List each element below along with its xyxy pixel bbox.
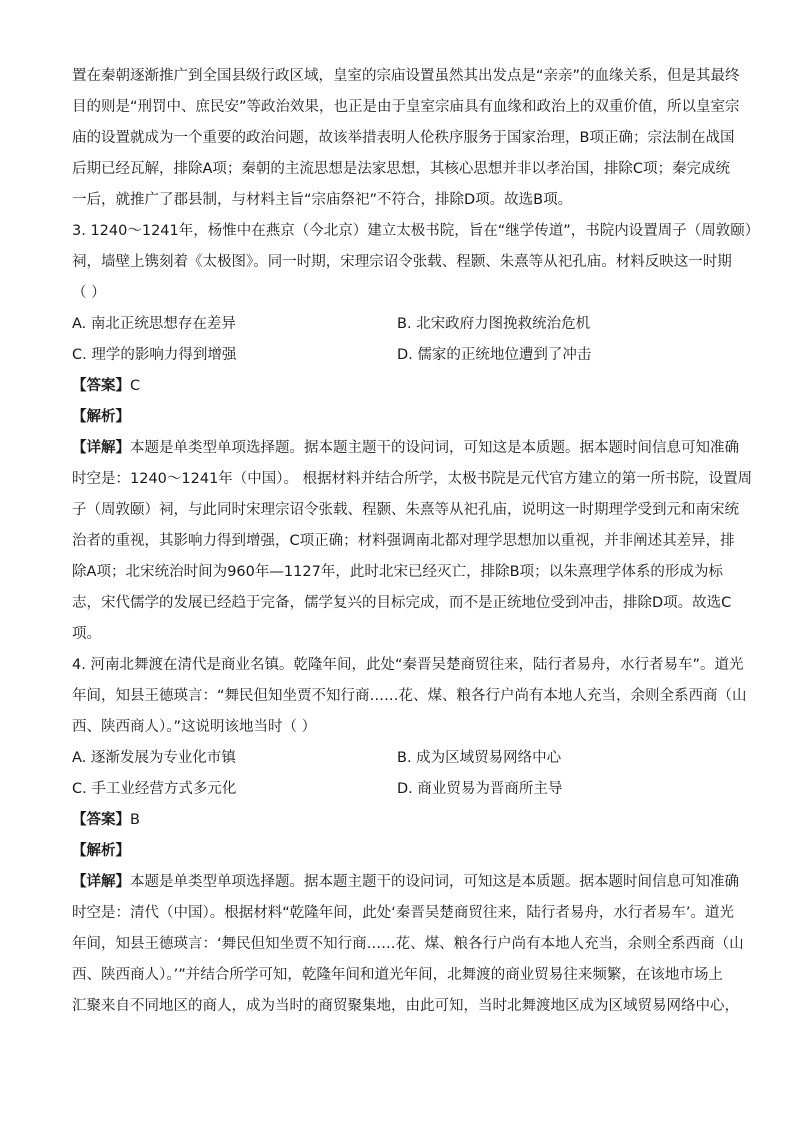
q4-detail-line: 年间，知县王德瑛言：‘舞民但知坐贾不知行商……花、煤、粮各行户尚有本地人充当，余则全系西商（山	[72, 936, 744, 952]
q4-option-d: D. 商业贸易为晋商所主导	[397, 781, 563, 797]
q4-detail-line: 汇聚来自不同地区的商人，成为当时的商贸聚集地，由此可知，当时北舞渡地区成为区域贸易网络中心，	[72, 998, 739, 1014]
q2-analysis-line: 置在秦朝逐渐推广到全国县级行政区域，皇室的宗庙设置虽然其出发点是“亲亲”的血缘关系，但是其最终	[72, 68, 740, 84]
q4-detail-line	[72, 867, 739, 898]
q3-option-b: B. 北宋政府力图挽救统治危机	[397, 316, 591, 332]
q3-detail-line: 项。	[72, 626, 101, 642]
answer-tag: 【答案】	[72, 812, 130, 828]
q2-analysis-line: 后期已经瓦解，排除A项；秦朝的主流思想是法家思想，其核心思想并非以孝治国，排除C项；秦完成统	[72, 161, 731, 177]
q2-analysis-line: 目的则是“刑罚中、庶民安”等政治效果，也正是由于皇室宗庙具有血缘和政治上的双重价值，所以皇室宗	[72, 99, 740, 115]
q3-detail-line: 子（周敦颐）祠，与此同时宋理宗诏令张载、程颢、朱熹等从祀孔庙，说明这一时期理学受到元和南宋统	[72, 502, 739, 518]
q4-answer	[72, 805, 723, 836]
detail-tag: 【详解】	[72, 440, 130, 456]
answer-tag: 【答案】	[72, 378, 130, 394]
detail-tag: 【详解】	[72, 874, 130, 890]
q4-detail-line: 时空是：清代（中国）。根据材料“乾隆年间，此处‘秦晋吴楚商贸往来，陆行者易舟，水行者易车’。道光	[72, 905, 734, 921]
q3-options-row	[72, 309, 723, 340]
detail-text: 本题是单类型单项选择题。据本题主题干的设问词，可知这是本质题。据本题时间信息可知准确	[130, 874, 739, 890]
q4-stem-line: 西、陕西商人）。”这说明该地当时（ ）	[72, 719, 317, 735]
q3-answer	[72, 371, 723, 402]
q3-analysis-tag: 【解析】	[72, 409, 130, 425]
q3-option-c: C. 理学的影响力得到增强	[72, 347, 237, 363]
q3-detail-line	[72, 433, 739, 464]
q4-analysis-tag: 【解析】	[72, 843, 130, 859]
document-page	[72, 61, 760, 1022]
q4-options-row	[72, 743, 723, 774]
q4-option-b: B. 成为区域贸易网络中心	[397, 750, 562, 766]
q3-option-a: A. 南北正统思想存在差异	[72, 316, 236, 332]
q2-analysis-line: 一后，就推广了郡县制，与材料主旨“宗庙祭祀”不符合，排除D项。故选B项。	[72, 192, 573, 208]
q3-stem-line: 祠，墙壁上镌刻着《太极图》。同一时期，宋理宗诏令张载、程颢、朱熹等从祀孔庙。材料反映这一时期	[72, 254, 732, 270]
q3-stem-blank: （ ）	[72, 285, 106, 301]
q3-detail-line: 除A项；北宋统治时间为960年—1127年，此时北宋已经灭亡，排除B项；以朱熹理学体系的形成为标	[72, 564, 723, 580]
q4-options-row	[72, 774, 723, 805]
q3-stem-line: 3. 1240～1241年，杨惟中在燕京（今北京）建立太极书院，旨在“继学传道”，书院内设置周子（周敦颐）	[72, 223, 760, 239]
detail-text: 本题是单类型单项选择题。据本题主题干的设问词，可知这是本质题。据本题时间信息可知准确	[130, 440, 739, 456]
q4-stem-line: 4. 河南北舞渡在清代是商业名镇。乾隆年间，此处“秦晋吴楚商贸往来，陆行者易舟，水行者易车”。道光	[72, 657, 744, 673]
q4-option-a: A. 逐渐发展为专业化市镇	[72, 750, 236, 766]
q2-analysis-line: 庙的设置就成为一个重要的政治问题，故该举措表明人伦秩序服务于国家治理，B项正确；宗法制在战国	[72, 130, 735, 146]
q4-option-c: C. 手工业经营方式多元化	[72, 781, 237, 797]
answer-value: B	[130, 812, 140, 828]
q3-option-d: D. 儒家的正统地位遭到了冲击	[397, 347, 592, 363]
q4-detail-line: 西、陕西商人）。’”并结合所学可知，乾隆年间和道光年间，北舞渡的商业贸易往来频繁，在该地市场上	[72, 967, 723, 983]
q3-options-row	[72, 340, 723, 371]
q3-detail-line: 治者的重视，其影响力得到增强，C项正确；材料强调南北都对理学思想加以重视，并非阐述其差异，排	[72, 533, 735, 549]
q3-detail-line: 时空是：1240～1241年（中国）。 根据材料并结合所学，太极书院是元代官方建立的第一所书院，设置周	[72, 471, 753, 487]
answer-value: C	[130, 378, 141, 394]
q3-detail-line: 志，宋代儒学的发展已经趋于完备，儒学复兴的目标完成，而不是正统地位受到冲击，排除D项。故选C	[72, 595, 732, 611]
q4-stem-line: 年间，知县王德瑛言：“舞民但知坐贾不知行商……花、煤、粮各行户尚有本地人充当，余则全系西商（山	[72, 688, 747, 704]
